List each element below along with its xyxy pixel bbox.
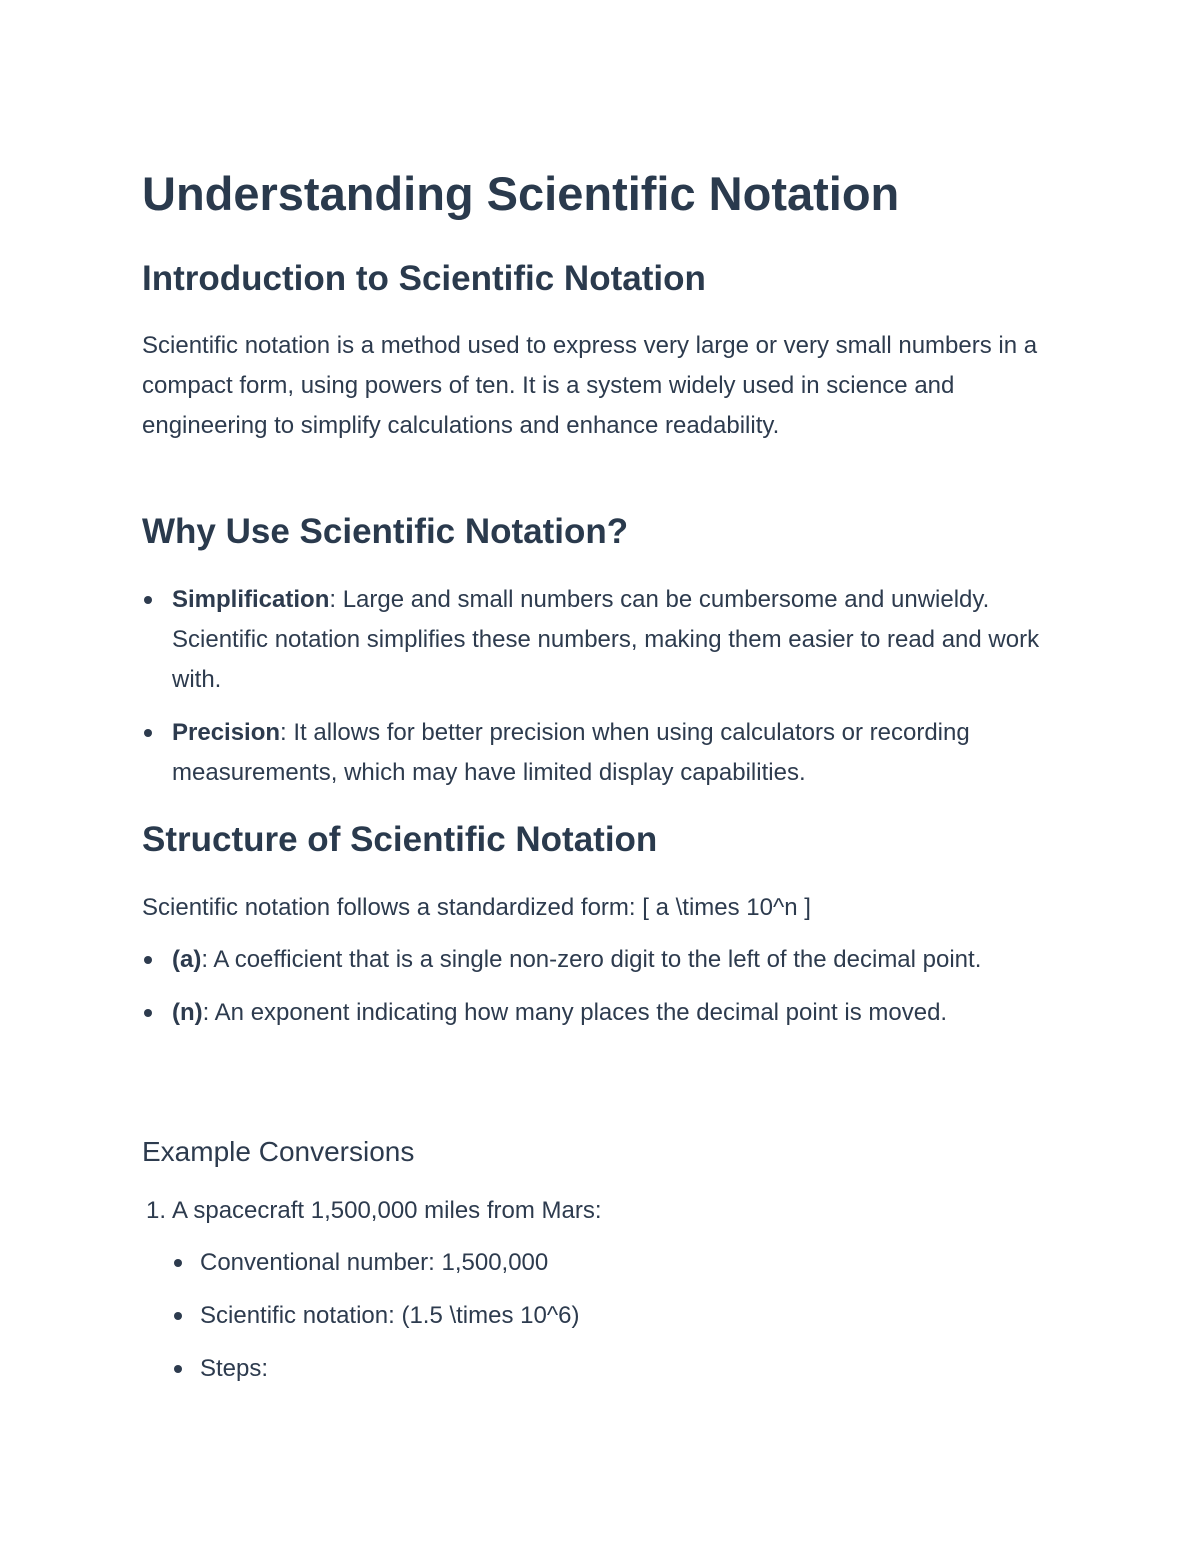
- list-item: [142, 993, 1062, 1033]
- page-title: Understanding Scientific Notation: [142, 167, 900, 220]
- bullet-icon: [174, 1312, 182, 1320]
- bullet-icon: [144, 729, 152, 737]
- bullet-icon: [144, 1009, 152, 1017]
- why-list: [142, 580, 1062, 793]
- list-item-text: Steps:: [200, 1355, 269, 1382]
- list-item: [142, 580, 1062, 700]
- list-item-term: (a): [172, 946, 202, 973]
- list-item-text: : An exponent indicating how many places the decimal point is moved.: [202, 999, 948, 1026]
- list-item: [142, 940, 1062, 980]
- bullet-icon: [174, 1259, 182, 1267]
- structure-list: [142, 940, 1062, 1033]
- list-item-term: Simplification: [172, 586, 330, 613]
- list-item-text: : It allows for better precision when using calculators or recording measurements, which may have limited display capabilities.: [172, 719, 970, 786]
- section-heading-why: Why Use Scientific Notation?: [142, 512, 629, 551]
- list-item-text: : Large and small numbers can be cumbersome and unwieldy. Scientific notation simplifies these numbers, making them easier to read and work with.: [172, 586, 1040, 693]
- bullet-icon: [174, 1365, 182, 1373]
- list-item-text: Conventional number: 1,500,000: [200, 1249, 549, 1276]
- list-item-term: (n): [172, 999, 203, 1026]
- list-item: [142, 1349, 1062, 1389]
- list-item-text: : A coefficient that is a single non-zero digit to the left of the decimal point.: [201, 946, 982, 973]
- list-item-number: 1.: [146, 1197, 167, 1224]
- bullet-icon: [144, 956, 152, 964]
- introduction-paragraph: Scientific notation is a method used to express very large or very small numbers in a compact form, using powers of ten. It is a system widely used in science and engineering to simplify calculations and enhance readability.: [142, 332, 1038, 439]
- list-item: [142, 1191, 1062, 1389]
- section-heading-structure: Structure of Scientific Notation: [142, 820, 658, 859]
- structure-paragraph: Scientific notation follows a standardized form: [ a \times 10^n ]: [142, 894, 811, 921]
- list-item: [142, 1296, 1062, 1336]
- subsection-heading-examples: Example Conversions: [142, 1136, 415, 1167]
- list-item: [142, 1243, 1062, 1283]
- list-item-text: Scientific notation: (1.5 \times 10^6): [200, 1302, 580, 1329]
- list-item-text: A spacecraft 1,500,000 miles from Mars:: [172, 1197, 602, 1224]
- list-item-term: Precision: [172, 719, 281, 746]
- examples-list: [142, 1191, 1062, 1389]
- example-sub-list: [142, 1243, 1062, 1389]
- list-item: [142, 713, 1062, 793]
- section-heading-introduction: Introduction to Scientific Notation: [142, 259, 706, 298]
- bullet-icon: [144, 596, 152, 604]
